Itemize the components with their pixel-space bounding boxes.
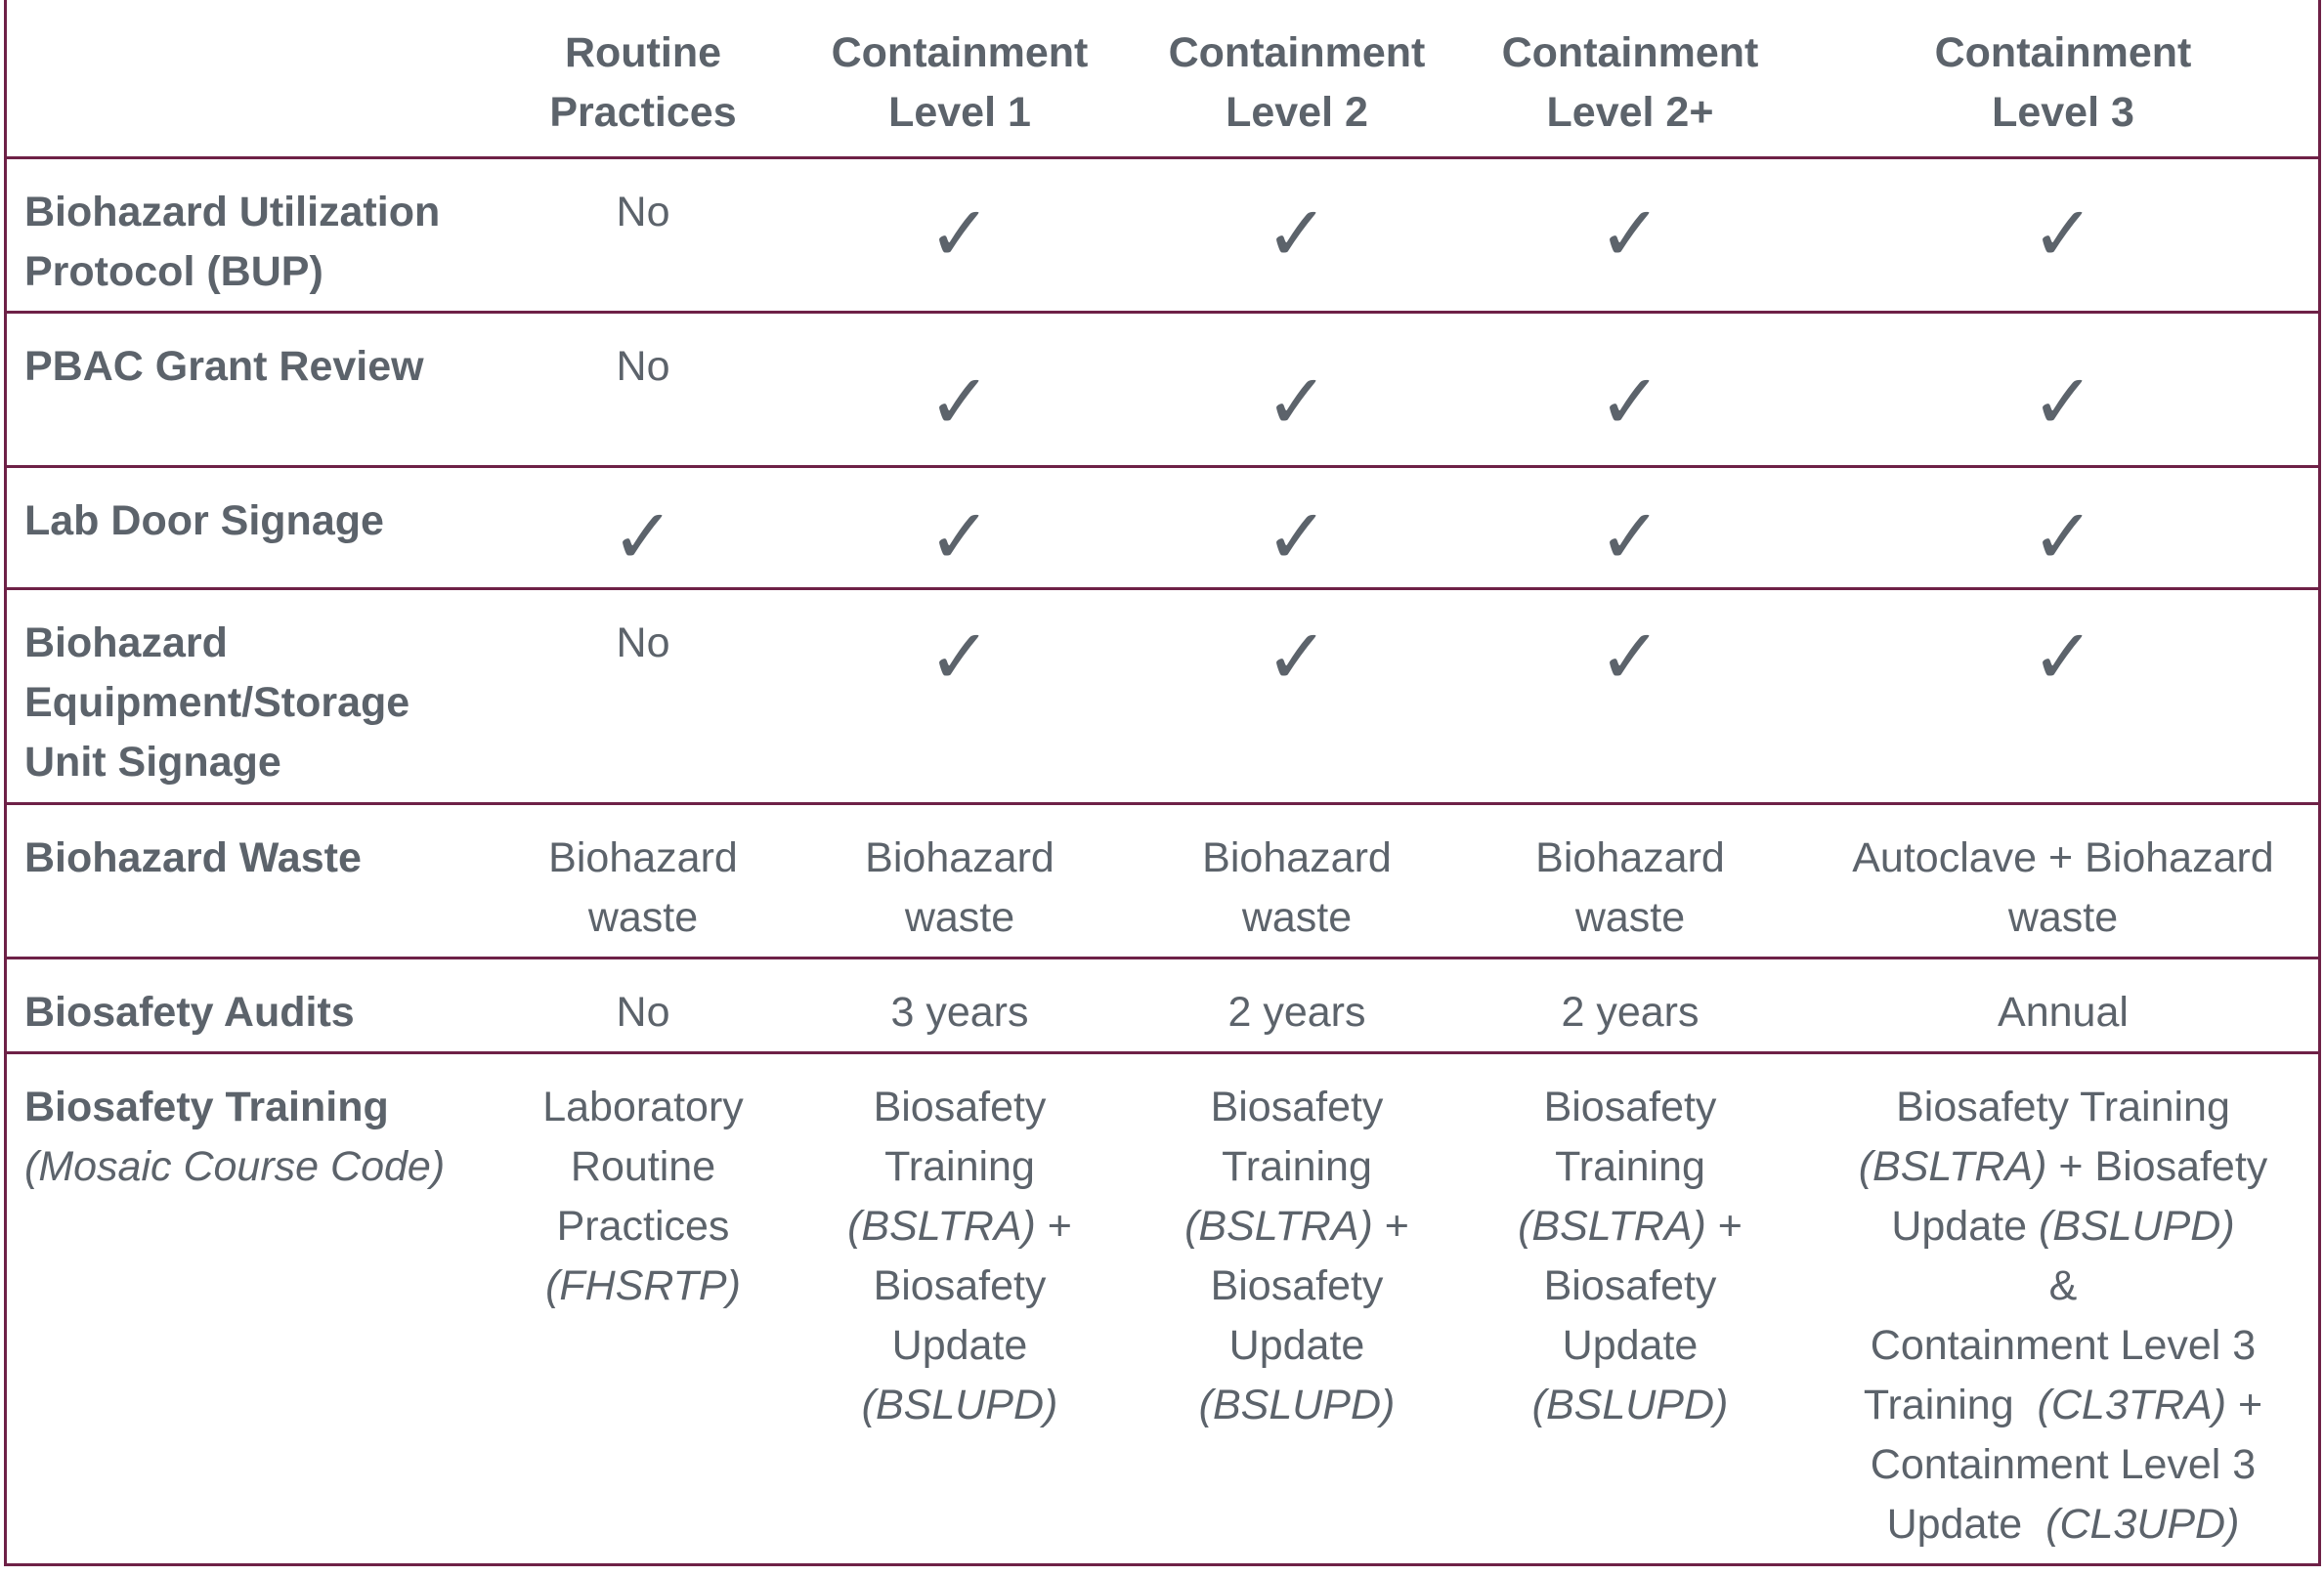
cell-line: Containment Level 3 bbox=[1870, 1322, 2257, 1369]
row-label bbox=[24, 1054, 533, 1566]
cell-value: No bbox=[616, 619, 670, 666]
row-label bbox=[24, 590, 533, 802]
cell-line: Biosafety bbox=[1543, 1084, 1717, 1130]
cell-line: & bbox=[2048, 1262, 2078, 1309]
row-label bbox=[24, 314, 533, 465]
course-code: (FHSRTP) bbox=[545, 1262, 741, 1309]
header-line: Level 2+ bbox=[1546, 89, 1714, 136]
cell-line: Update bbox=[1228, 1322, 1365, 1369]
course-code: (BSLUPD) bbox=[2038, 1203, 2235, 1250]
check-icon: ✓ bbox=[927, 191, 992, 278]
cell-line bbox=[1805, 1137, 2321, 1197]
header-containment-level-3 bbox=[1805, 0, 2321, 156]
check-icon: ✓ bbox=[2031, 614, 2095, 702]
cell-value bbox=[1136, 805, 1458, 957]
cell-line: Practices bbox=[556, 1203, 730, 1250]
cell-text: + bbox=[1372, 1203, 1409, 1250]
cell-value bbox=[1469, 1054, 1791, 1566]
course-code: (CL3UPD) bbox=[2045, 1501, 2240, 1548]
cell-text: Update bbox=[1891, 1203, 2039, 1250]
cell-text: + bbox=[2226, 1382, 2263, 1428]
row-sublabel: (Mosaic Course Code) bbox=[24, 1143, 446, 1190]
row-label-line: PBAC Grant Review bbox=[24, 343, 424, 390]
cell-text: Update bbox=[1886, 1501, 2046, 1548]
row-label-line: Lab Door Signage bbox=[24, 497, 384, 544]
row-label-line: Equipment/Storage bbox=[24, 679, 410, 726]
header-line: Level 1 bbox=[888, 89, 1031, 136]
cell-line: Biohazard bbox=[1202, 834, 1392, 881]
header-line: Containment bbox=[1934, 29, 2192, 76]
cell-line: Biosafety bbox=[873, 1084, 1047, 1130]
course-code: (BSLTRA) bbox=[847, 1203, 1036, 1250]
header-line: Level 2 bbox=[1226, 89, 1368, 136]
cell-value: 2 years bbox=[1561, 989, 1700, 1036]
table-row-biosafety-audits bbox=[7, 959, 2318, 1054]
cell-line: Biohazard bbox=[1535, 834, 1725, 881]
cell-line: waste bbox=[1241, 894, 1353, 941]
header-line: Containment bbox=[831, 29, 1089, 76]
cell-value: 2 years bbox=[1227, 989, 1366, 1036]
check-icon: ✓ bbox=[927, 493, 992, 581]
cell-line: Containment Level 3 bbox=[1870, 1441, 2257, 1488]
header-line: Containment bbox=[1501, 29, 1759, 76]
cell-line: Routine bbox=[570, 1143, 716, 1190]
cell-value bbox=[1805, 805, 2321, 957]
header-line: Routine bbox=[564, 29, 722, 76]
cell-line: waste bbox=[2007, 894, 2119, 941]
check-icon: ✓ bbox=[1598, 359, 1662, 447]
course-code: (BSLTRA) bbox=[1184, 1203, 1373, 1250]
cell-line: Biohazard bbox=[548, 834, 738, 881]
cell-value: 3 years bbox=[890, 989, 1029, 1036]
check-icon: ✓ bbox=[2031, 493, 2095, 581]
cell-line: Update bbox=[1562, 1322, 1699, 1369]
cell-line: Update bbox=[891, 1322, 1028, 1369]
cell-line: Laboratory bbox=[542, 1084, 744, 1130]
cell-value: No bbox=[616, 343, 670, 390]
header-line: Level 3 bbox=[1992, 89, 2134, 136]
check-icon: ✓ bbox=[1598, 191, 1662, 278]
cell-line: waste bbox=[587, 894, 699, 941]
cell-line bbox=[1805, 1197, 2321, 1257]
check-icon: ✓ bbox=[611, 493, 675, 581]
check-icon: ✓ bbox=[1265, 614, 1329, 702]
row-label-line: Protocol (BUP) bbox=[24, 248, 323, 295]
check-icon: ✓ bbox=[927, 614, 992, 702]
cell-line bbox=[1469, 1197, 1791, 1257]
cell-value bbox=[1805, 1054, 2321, 1566]
row-label-line: Biohazard bbox=[24, 619, 228, 666]
cell-line: Biosafety bbox=[1210, 1084, 1384, 1130]
cell-line: Training bbox=[884, 1143, 1035, 1190]
cell-line bbox=[798, 1197, 1121, 1257]
cell-text: Training bbox=[1863, 1382, 2038, 1428]
course-code: (BSLTRA) bbox=[1518, 1203, 1706, 1250]
check-icon: ✓ bbox=[1265, 493, 1329, 581]
check-icon: ✓ bbox=[1598, 493, 1662, 581]
cell-line: Biosafety bbox=[1543, 1262, 1717, 1309]
header-containment-level-1 bbox=[798, 0, 1121, 156]
check-icon: ✓ bbox=[1265, 191, 1329, 278]
cell-text: + Biosafety bbox=[2046, 1143, 2268, 1190]
cell-line bbox=[1805, 1495, 2321, 1555]
check-icon: ✓ bbox=[1598, 614, 1662, 702]
course-code: (BSLTRA) bbox=[1858, 1143, 2047, 1190]
row-label-line: Biohazard Waste bbox=[24, 834, 362, 881]
row-label-line: Biohazard Utilization bbox=[24, 189, 441, 235]
cell-line bbox=[1136, 1197, 1458, 1257]
row-label bbox=[24, 468, 533, 587]
cell-value bbox=[523, 1054, 763, 1566]
course-code: (CL3TRA) bbox=[2037, 1382, 2227, 1428]
cell-line: Biosafety bbox=[873, 1262, 1047, 1309]
course-code: (BSLUPD) bbox=[1531, 1382, 1729, 1428]
cell-value bbox=[798, 1054, 1121, 1566]
header-containment-level-2 bbox=[1136, 0, 1458, 156]
cell-text: + bbox=[1035, 1203, 1072, 1250]
cell-text: + bbox=[1705, 1203, 1743, 1250]
header-line: Containment bbox=[1168, 29, 1426, 76]
cell-line: Training bbox=[1222, 1143, 1372, 1190]
header-containment-level-2-plus bbox=[1469, 0, 1791, 156]
table-frame bbox=[4, 0, 2321, 1566]
cell-line: waste bbox=[904, 894, 1015, 941]
row-label-line: Unit Signage bbox=[24, 739, 281, 786]
cell-value bbox=[1136, 1054, 1458, 1566]
check-icon: ✓ bbox=[1265, 359, 1329, 447]
table-row-equipment-signage bbox=[7, 590, 2318, 805]
row-label-line: Biosafety Training bbox=[24, 1084, 389, 1130]
table-row-pbac bbox=[7, 314, 2318, 468]
cell-value bbox=[798, 805, 1121, 957]
cell-value: Annual bbox=[1998, 989, 2129, 1036]
cell-value: No bbox=[616, 189, 670, 235]
check-icon: ✓ bbox=[927, 359, 992, 447]
row-label-line: Biosafety Audits bbox=[24, 989, 355, 1036]
table-row-biosafety-training bbox=[7, 1054, 2318, 1566]
header-line: Practices bbox=[549, 89, 737, 136]
cell-line: Autoclave + Biohazard bbox=[1852, 834, 2274, 881]
course-code: (BSLUPD) bbox=[861, 1382, 1058, 1428]
cell-line: Training bbox=[1555, 1143, 1705, 1190]
header-row bbox=[7, 0, 2318, 159]
table-row-lab-door-signage bbox=[7, 468, 2318, 590]
check-icon: ✓ bbox=[2031, 191, 2095, 278]
cell-value bbox=[523, 805, 763, 957]
cell-line: Biosafety Training bbox=[1896, 1084, 2230, 1130]
cell-value: No bbox=[616, 989, 670, 1036]
cell-line: Biosafety bbox=[1210, 1262, 1384, 1309]
course-code: (BSLUPD) bbox=[1198, 1382, 1396, 1428]
row-label bbox=[24, 959, 533, 1051]
row-label bbox=[24, 159, 533, 311]
cell-line bbox=[1805, 1376, 2321, 1435]
cell-line: waste bbox=[1574, 894, 1686, 941]
header-routine-practices bbox=[523, 0, 763, 156]
check-icon: ✓ bbox=[2031, 359, 2095, 447]
row-label bbox=[24, 805, 533, 957]
table-row-bup bbox=[7, 159, 2318, 314]
cell-value bbox=[1469, 805, 1791, 957]
table-row-biohazard-waste bbox=[7, 805, 2318, 959]
cell-line: Biohazard bbox=[865, 834, 1054, 881]
